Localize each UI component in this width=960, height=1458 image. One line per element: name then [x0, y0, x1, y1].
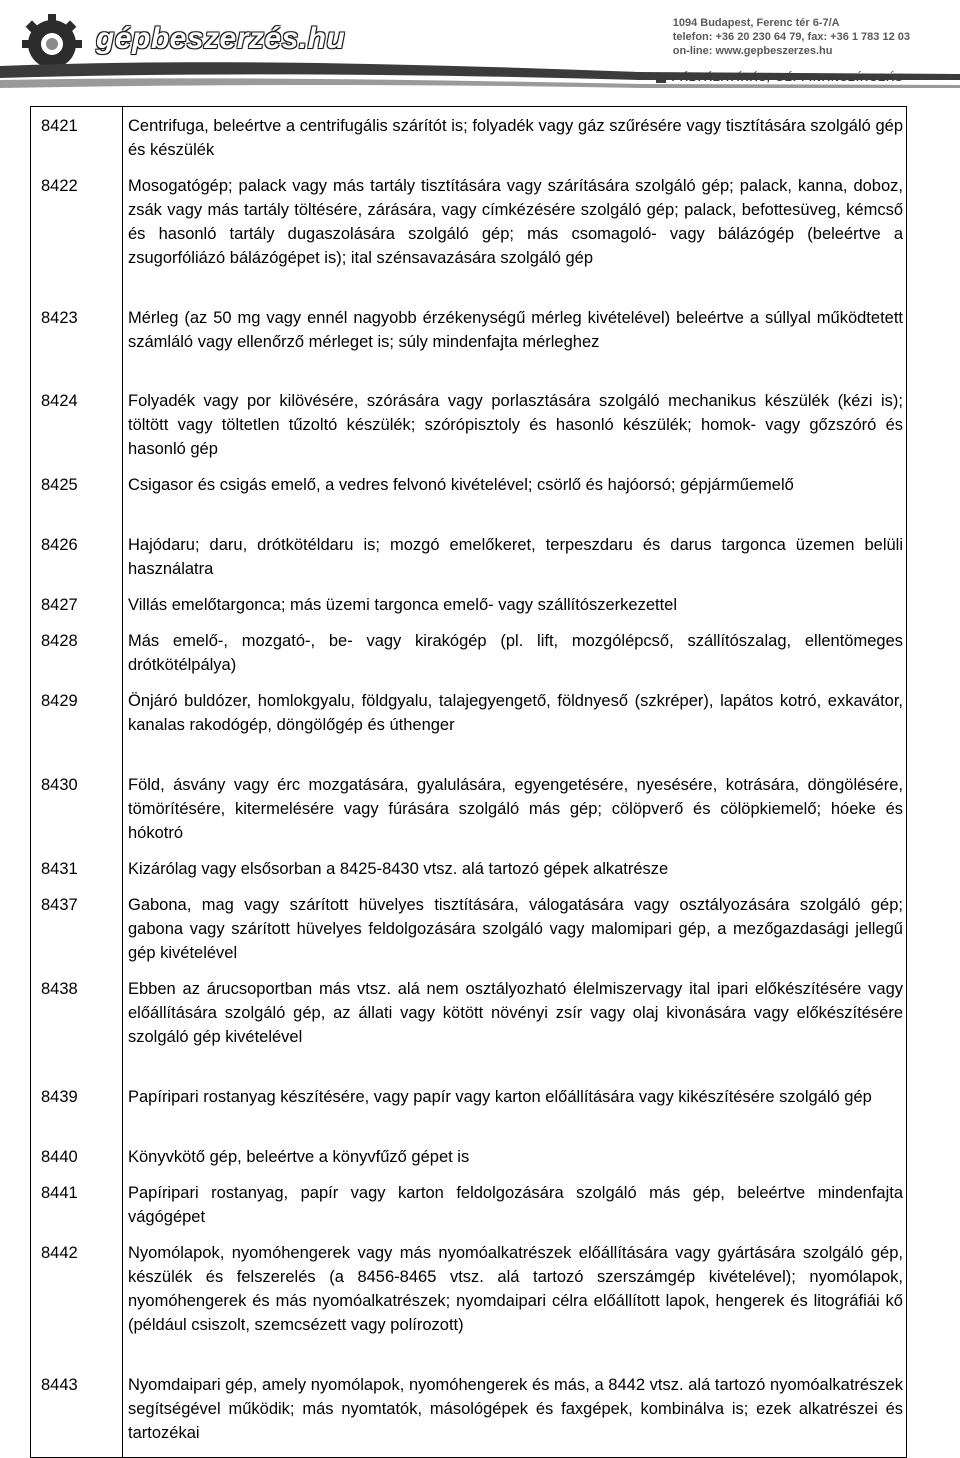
row-code: 8423	[41, 309, 78, 327]
online-text: on-line: www.gepbeszerzes.hu	[672, 45, 833, 57]
row-description: Önjáró buldózer, homlokgyalu, földgyalu, talajegyengető, földnyeső (szkréper), lapátos kotró, exkavátor, kanalas rakodógép, döngölőgép és úthenger	[128, 692, 903, 734]
row-code: 8430	[41, 776, 78, 794]
row-code: 8431	[41, 860, 78, 878]
row-code: 8440	[41, 1148, 78, 1166]
row-description: Könyvkötő gép, beleértve a könyvfűző gépet is	[128, 1148, 470, 1166]
brand-name: gépbeszerzés.hu	[96, 22, 346, 55]
row-code: 8443	[41, 1376, 78, 1394]
row-description: Ebben az árucsoportban más vtsz. alá nem osztályozható élelmiszervagy ital ipari előkészítésére vagy előállítására szolgáló gép, az állati vagy kötött növényi zsír vagy olaj kivonására vagy előkészítésére szolgáló gép kivételével	[128, 980, 903, 1046]
tagline-marker	[656, 74, 666, 83]
column-divider	[122, 106, 123, 1458]
row-code: 8437	[41, 896, 78, 914]
row-code: 8439	[41, 1088, 78, 1106]
row-code: 8421	[41, 117, 78, 135]
row-code: 8427	[41, 596, 78, 614]
row-description: Csigasor és csigás emelő, a vedres felvonó kivételével; csörlő és hajóorsó; gépjárműemelő	[128, 476, 794, 494]
row-description: Mérleg (az 50 mg vagy ennél nagyobb érzékenységű mérleg kivételével) beleértve a súllyal működtetett számláló vagy ellenőrző mérleget is; súly mindenfajta mérleghez	[128, 309, 903, 351]
row-description: Papíripari rostanyag, papír vagy karton feldolgozására szolgáló más gép, beleértve mindenfajta vágógépet	[128, 1184, 903, 1226]
row-code: 8422	[41, 177, 78, 195]
row-description: Hajódaru; daru, drótkötéldaru is; mozgó emelőkeret, terpeszdaru és darus targonca üzemen belüli használatra	[128, 536, 903, 578]
contact-block	[673, 16, 910, 58]
tagline: PÁLYÁZATÍRÁS, GÉPFINANSZÍROZÁS	[672, 72, 904, 84]
row-description: Papíripari rostanyag készítésére, vagy papír vagy karton előállítására vagy kikészítésére szolgáló gép	[128, 1088, 872, 1106]
row-code: 8441	[41, 1184, 78, 1202]
row-code: 8424	[41, 392, 78, 410]
row-description: Más emelő-, mozgató-, be- vagy kirakógép (pl. lift, mozgólépcső, szállítószalag, ellentömeges drótkötélpálya)	[128, 632, 903, 674]
phone-text: telefon: +36 20 230 64 79, fax: +36 1 783 12 03	[672, 31, 910, 43]
row-code: 8442	[41, 1244, 78, 1262]
row-description: Nyomólapok, nyomóhengerek vagy más nyomóalkatrészek előállítására vagy gyártására szolgáló gép, készülék és felszerelés (a 8456-8465 vtsz. alá tartozó szerszámgép kivételével); nyomólapok, nyomóhengerek és más nyomóalkatrészek; nyomdaipari célra előállított lapok, hengerek és litográfiái kő (például csiszolt, szemcsézett vagy polírozott)	[128, 1244, 903, 1334]
row-code: 8429	[41, 692, 78, 710]
row-description: Folyadék vagy por kilövésére, szórására vagy porlasztására szolgáló mechanikus készülék (kézi is); töltött vagy töltetlen tűzoltó készülék; szórópisztoly és hasonló készülék; homok- vagy gőzszóró és hasonló gép	[128, 392, 903, 458]
letterhead	[0, 0, 960, 100]
row-code: 8425	[41, 476, 78, 494]
row-description: Kizárólag vagy elsősorban a 8425-8430 vtsz. alá tartozó gépek alkatrésze	[128, 860, 669, 878]
row-code: 8428	[41, 632, 78, 650]
row-description: Föld, ásvány vagy érc mozgatására, gyalulására, egyengetésére, nyesésére, kotrására, döngölésére, tömörítésére, kitermelésére vagy fúrására szolgáló más gép; cölöpverő és cölöpkiemelő; hóeke és hókotró	[128, 776, 903, 842]
row-code: 8426	[41, 536, 78, 554]
row-description: Centrifuga, beleértve a centrifugális szárítót is; folyadék vagy gáz szűrésére vagy tisztítására szolgáló gép és készülék	[128, 117, 903, 159]
row-description: Nyomdaipari gép, amely nyomólapok, nyomóhengerek és más, a 8442 vtsz. alá tartozó nyomóalkatrészek segítségével működik; más nyomtatók, másológépek és faxgépek, kombinálva is; ezek alkatrészei és tartozékai	[128, 1376, 903, 1442]
address-text: 1094 Budapest, Ferenc tér 6-7/A	[672, 17, 840, 29]
row-description: Villás emelőtargonca; más üzemi targonca emelő- vagy szállítószerkezettel	[128, 596, 678, 614]
row-description: Mosogatógép; palack vagy más tartály tisztítására vagy szárítására szolgáló gép; palack, kanna, doboz, zsák vagy más tartály töltésére, zárására, vagy címkézésére szolgáló gép; palack, befottesüveg, kémcső és hasonló tartály dugaszolására szolgáló gép; más csomagoló- vagy bálázógép (beleértve a zsugorfóliázó bálázógépet is); ital szénsavazására szolgáló gép	[128, 177, 903, 267]
row-code: 8438	[41, 980, 78, 998]
row-description: Gabona, mag vagy szárított hüvelyes tisztítására, válogatására vagy osztályozására szolgáló gép; gabona vagy szárított hüvelyes feldolgozására szolgáló vagy malomipari gép, a mezőgazdasági jellegű gép kivételével	[128, 896, 903, 962]
